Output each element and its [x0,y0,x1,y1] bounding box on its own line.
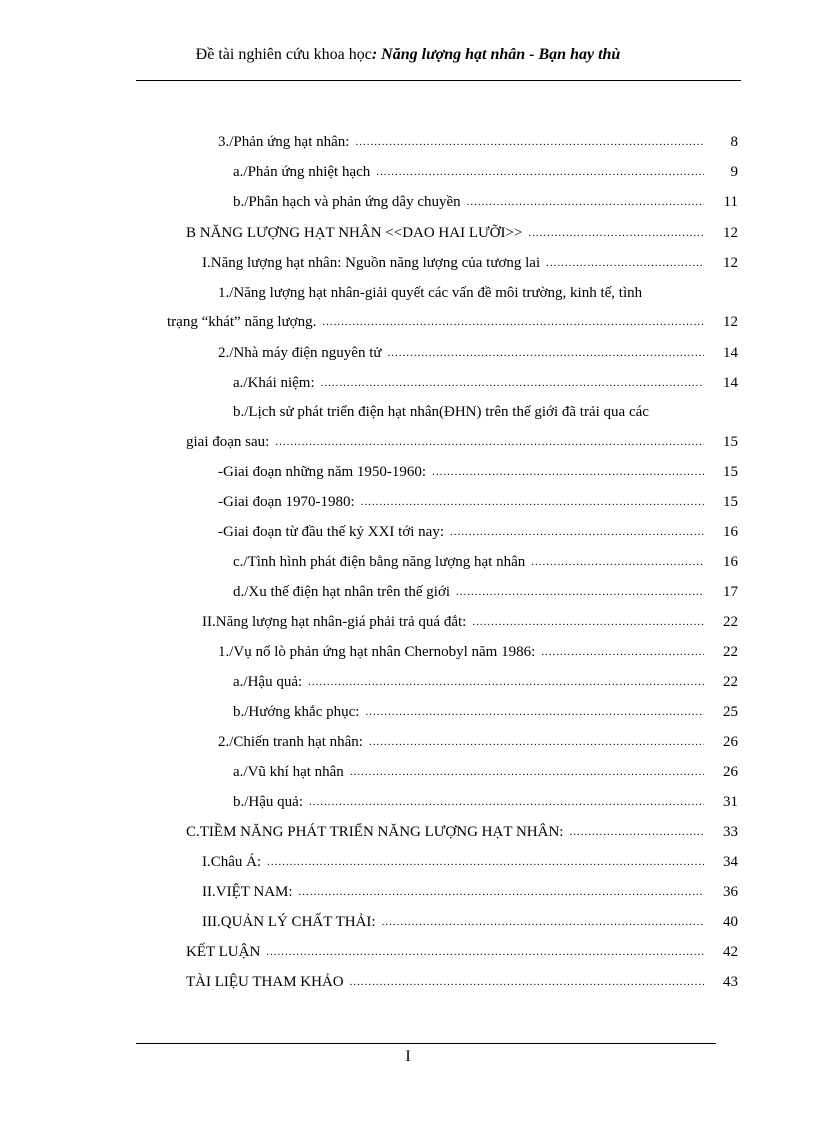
toc-entry-label-line1: b./Lịch sử phát triển điện hạt nhân(ĐHN) trên thế giới đã trải qua các [233,404,649,420]
toc-entry-label: -Giai đoạn từ đầu thế kỷ XXI tới nay: [218,524,445,540]
toc-entry[interactable] [218,493,738,512]
toc-entry-page: 36 [723,884,738,900]
toc-entry[interactable] [233,553,738,572]
toc-entry-page: 25 [723,704,738,720]
toc-leader-dots [299,883,704,901]
toc-entry-label: b./Phân hạch và phản ứng dây chuyền [233,194,461,210]
toc-entry-page: 16 [723,524,738,540]
toc-leader-dots [266,943,704,961]
toc-leader-dots [432,463,704,481]
toc-entry-label-line1: 1./Năng lượng hạt nhân-giải quyết các vấn đề môi trường, kinh tế, tình [218,285,643,301]
toc-entry[interactable] [202,883,738,902]
toc-entry-page: 22 [723,674,738,690]
toc-entry[interactable] [233,163,738,182]
toc-leader-dots [541,643,704,661]
toc-entry-label: a./Hậu quả: [233,674,303,690]
header-title: : Năng lượng hạt nhân - Bạn hay thù [371,46,621,63]
toc-leader-dots [528,224,704,242]
toc-entry-label: -Giai đoạn những năm 1950-1960: [218,464,427,480]
toc-entry[interactable] [202,913,738,932]
toc-leader-dots [365,703,704,721]
toc-entry-page: 9 [730,164,738,180]
toc-entry-label: TÀI LIỆU THAM KHẢO [186,974,344,990]
toc-entry-label: 2./Nhà máy điện nguyên tử [218,345,382,361]
toc-entry-label: II.Năng lượng hạt nhân-giá phải trả quá đắt: [202,614,467,630]
toc-entry[interactable] [233,673,738,692]
toc-entry-page: 15 [723,434,738,450]
toc-leader-dots [309,793,704,811]
toc-entry-label: trạng “khát” năng lượng. [167,314,317,330]
toc-entry[interactable] [218,523,738,542]
toc-leader-dots [382,913,704,931]
toc-entry-label: II.VIỆT NAM: [202,884,293,900]
toc-leader-dots [322,313,704,331]
toc-entry-label: 1./Vụ nổ lò phản ứng hạt nhân Chernobyl năm 1986: [218,644,536,660]
toc-entry-page: 43 [723,974,738,990]
toc-leader-dots [569,823,704,841]
toc-leader-dots [355,133,704,151]
toc-entry[interactable] [218,733,738,752]
toc-entry-page: 40 [723,914,738,930]
toc-entry[interactable] [218,463,738,482]
toc-entry[interactable] [218,344,738,363]
toc-leader-dots [308,673,704,691]
toc-entry-page: 11 [723,194,738,210]
toc-entry[interactable] [233,763,738,782]
toc-leader-dots [456,583,704,601]
toc-leader-dots [361,493,704,511]
toc-entry-label: c./Tình hình phát điện bằng năng lượng hạt nhân [233,554,526,570]
toc-entry-page: 15 [723,494,738,510]
toc-entry[interactable] [186,973,738,992]
toc-entry-label: C.TIỀM NĂNG PHÁT TRIỂN NĂNG LƯỢNG HẠT NHÂN: [186,824,564,840]
toc-leader-dots [388,344,704,362]
toc-entry-label: b./Hậu quả: [233,794,303,810]
toc-leader-dots [369,733,704,751]
toc-entry-page: 12 [723,314,738,330]
toc-entry-page: 12 [723,225,738,241]
footer-page-number: I [405,1048,411,1065]
toc-entry[interactable] [186,433,738,452]
toc-entry-label: -Giai đoạn 1970-1980: [218,494,355,510]
toc-entry-page: 8 [730,134,738,150]
toc-entry-label: a./Vũ khí hạt nhân [233,764,344,780]
toc-entry-page: 31 [723,794,738,810]
toc-entry-label: giai đoạn sau: [186,434,270,450]
toc-entry-page: 16 [723,554,738,570]
toc-leader-dots [467,193,704,211]
toc-entry-page: 12 [723,255,738,271]
toc-entry[interactable] [218,643,738,662]
toc-entry-label: III.QUẢN LÝ CHẤT THẢI: [202,914,376,930]
toc-entry[interactable] [218,133,738,152]
toc-entry-page: 42 [723,944,738,960]
toc-entry-label: 3./Phản ứng hạt nhân: [218,134,350,150]
toc-entry-page: 17 [723,584,738,600]
toc-entry-label: a./Phản ứng nhiệt hạch [233,164,371,180]
footer-divider [136,1043,716,1044]
toc-entry-label: B NĂNG LƯỢNG HẠT NHÂN <<DAO HAI LƯỠI>> [186,225,523,241]
toc-entry-page: 14 [723,345,738,361]
toc-entry-page: 34 [723,854,738,870]
toc-entry-page: 33 [723,824,738,840]
toc-entry-page: 22 [723,644,738,660]
toc-leader-dots [376,163,704,181]
toc-entry-page: 22 [723,614,738,630]
toc-leader-dots [472,613,704,631]
toc-leader-dots [531,553,704,571]
toc-entry[interactable] [233,703,738,722]
toc-entry-page: 26 [723,734,738,750]
toc-entry[interactable] [233,374,738,393]
toc-entry-page: 15 [723,464,738,480]
toc-leader-dots [321,374,704,392]
toc-leader-dots [450,523,704,541]
toc-entry[interactable] [186,224,738,243]
toc-leader-dots [267,853,704,871]
toc-entry-page: 26 [723,764,738,780]
toc-entry[interactable] [202,613,738,632]
toc-entry-label: I.Châu Á: [202,854,262,870]
toc-entry-label: 2./Chiến tranh hạt nhân: [218,734,363,750]
toc-entry[interactable] [233,583,738,602]
toc-entry[interactable] [202,853,738,872]
toc-leader-dots [546,254,704,272]
toc-leader-dots [350,763,704,781]
header-prefix: Đề tài nghiên cứu khoa học [195,46,372,63]
toc-entry[interactable] [167,313,738,332]
toc-entry-label: KẾT LUẬN [186,944,261,960]
toc-entry[interactable] [233,793,738,812]
toc-entry-label: d./Xu thế điện hạt nhân trên thế giới [233,584,451,600]
toc-entry-page: 14 [723,375,738,391]
toc-entry[interactable] [233,193,738,212]
toc-entry[interactable] [186,823,738,842]
toc-leader-dots [275,433,704,451]
toc-entry[interactable] [186,943,738,962]
toc-entry-label: b./Hướng khắc phục: [233,704,360,720]
toc-entry-label: I.Năng lượng hạt nhân: Nguồn năng lượng của tương lai [202,255,541,271]
toc-leader-dots [350,973,704,991]
toc-entry[interactable] [202,254,738,273]
toc-entry-label: a./Khái niệm: [233,375,315,391]
